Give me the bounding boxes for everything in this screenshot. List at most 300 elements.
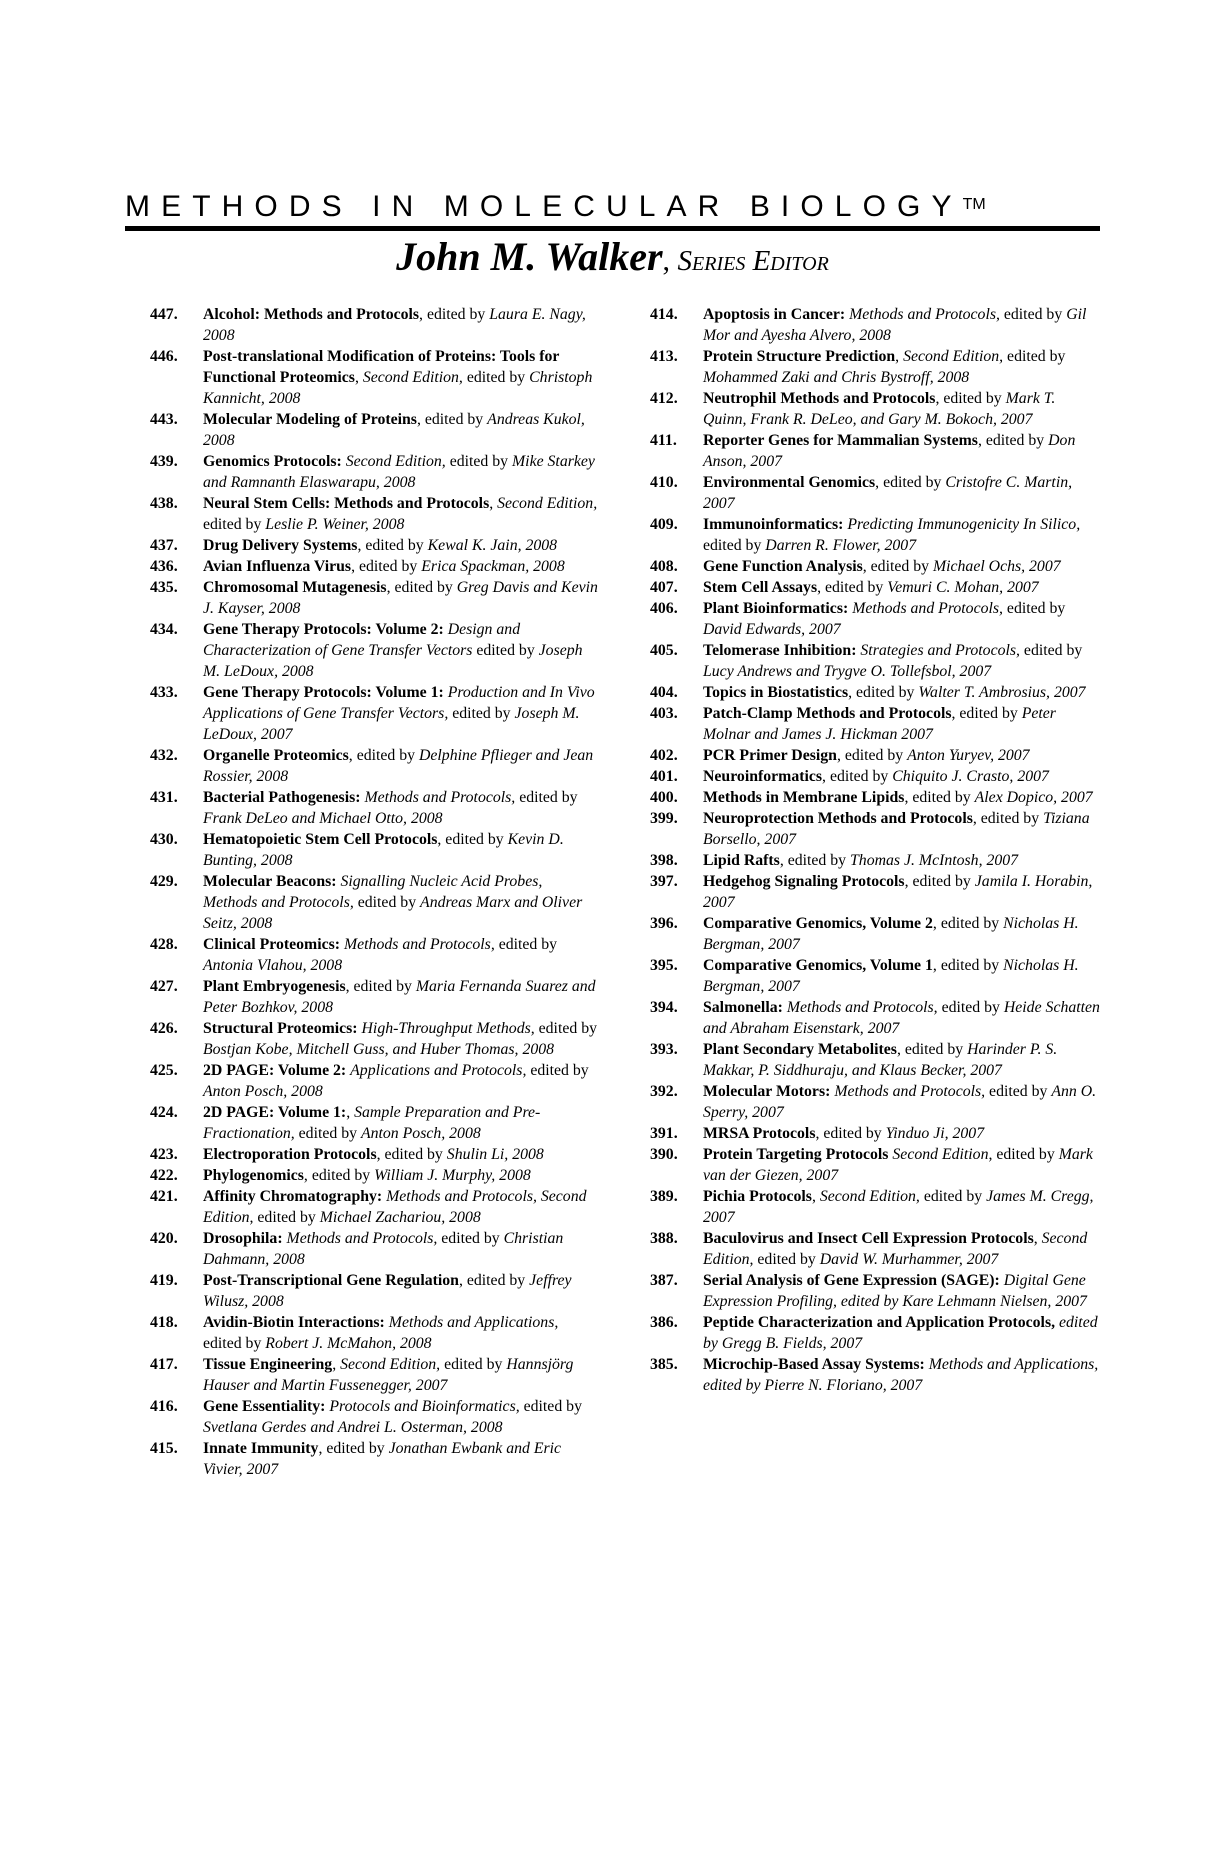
- editor-role: Series Editor: [677, 245, 829, 277]
- book-title: Plant Secondary Metabolites: [703, 1041, 897, 1058]
- book-text: edited by: [440, 1356, 507, 1373]
- book-title: Phylogenomics: [203, 1167, 304, 1184]
- book-detail: Thomas J. McIntosh, 2007: [850, 852, 1019, 869]
- book-text: , edited by: [817, 579, 888, 596]
- volume-number: 408.: [650, 558, 678, 575]
- book-title: Gene Function Analysis: [703, 558, 863, 575]
- book-entry: [150, 1144, 600, 1165]
- volume-number: 396.: [650, 915, 678, 932]
- book-entry: [150, 1270, 600, 1312]
- book-detail: Don Anson, 2007: [703, 432, 1076, 470]
- book-detail: Gil Mor and Ayesha Alvero, 2008: [703, 306, 1087, 344]
- book-entry: [650, 1186, 1100, 1228]
- volume-number: 385.: [650, 1356, 678, 1373]
- book-entry: [150, 451, 600, 493]
- volume-number: 386.: [650, 1314, 678, 1331]
- book-detail: Mark T. Quinn, Frank R. DeLeo, and Gary M. Bokoch, 2007: [703, 390, 1056, 428]
- volume-number: 411.: [650, 432, 677, 449]
- book-detail: Mark van der Giezen, 2007: [703, 1146, 1093, 1184]
- book-title: Comparative Genomics, Volume 1: [703, 957, 933, 974]
- book-detail: Andreas Marx and Oliver Seitz, 2008: [203, 894, 583, 932]
- book-entry: [650, 745, 1100, 766]
- book-detail: Walter T. Ambrosius, 2007: [918, 684, 1086, 701]
- book-text: edited by: [353, 894, 421, 911]
- book-title: Plant Bioinformatics:: [703, 600, 849, 617]
- book-text: edited by: [203, 1335, 266, 1352]
- book-detail: Methods and Protocols, Second Edition,: [203, 1188, 587, 1226]
- book-entry: [650, 472, 1100, 514]
- book-detail: edited by Gregg B. Fields, 2007: [703, 1314, 1098, 1352]
- volume-number: 418.: [150, 1314, 178, 1331]
- book-text: edited by: [937, 999, 1004, 1016]
- book-text: , edited by: [951, 705, 1022, 722]
- book-entry: [650, 871, 1100, 913]
- book-title: Avidin-Biotin Interactions:: [203, 1314, 385, 1331]
- book-title: Drosophila:: [203, 1230, 283, 1247]
- book-text: ,: [346, 1104, 355, 1121]
- book-entry: [650, 556, 1100, 577]
- book-text: , edited by: [935, 390, 1006, 407]
- book-detail: Andreas Kukol, 2008: [203, 411, 585, 449]
- book-entry: [150, 409, 600, 451]
- book-entry: [150, 871, 600, 934]
- book-title: Hedgehog Signaling Protocols: [703, 873, 905, 890]
- volume-number: 420.: [150, 1230, 178, 1247]
- book-text: , edited by: [932, 957, 1004, 974]
- book-title: Baculovirus and Insect Cell Expression Protocols: [703, 1230, 1034, 1247]
- volume-number: 414.: [650, 306, 678, 323]
- book-detail: Michael Zachariou, 2008: [319, 1209, 481, 1226]
- book-title: Pichia Protocols: [703, 1188, 812, 1205]
- book-detail: Leslie P. Weiner, 2008: [265, 516, 405, 533]
- book-detail: Second Edition,: [703, 1230, 1088, 1268]
- book-detail: Methods and Protocols,: [364, 789, 516, 806]
- book-text: , edited by: [972, 810, 1044, 827]
- book-detail: Digital Gene Expression Profiling, edited by Kare Lehmann Nielsen, 2007: [703, 1272, 1087, 1310]
- volume-number: 423.: [150, 1146, 178, 1163]
- volume-number: 409.: [650, 516, 678, 533]
- book-entry: [150, 1060, 600, 1102]
- book-text: edited by: [919, 1188, 987, 1205]
- volume-number: 443.: [150, 411, 178, 428]
- book-entry: [150, 682, 600, 745]
- book-detail: Tiziana Borsello, 2007: [703, 810, 1090, 848]
- volume-number: 389.: [650, 1188, 678, 1205]
- volume-number: 429.: [150, 873, 178, 890]
- book-text: , edited by: [977, 432, 1049, 449]
- volume-number: 388.: [650, 1230, 678, 1247]
- book-entry: [650, 346, 1100, 388]
- book-detail: Bostjan Kobe, Mitchell Guss, and Huber Thomas, 2008: [203, 1041, 555, 1058]
- book-text: , edited by: [896, 1041, 968, 1058]
- book-title: Drug Delivery Systems: [203, 537, 358, 554]
- book-text: edited by: [1002, 600, 1066, 617]
- volume-number: 398.: [650, 852, 678, 869]
- book-detail: Darren R. Flower, 2007: [765, 537, 917, 554]
- book-text: , edited by: [345, 978, 416, 995]
- book-title: Clinical Proteomics:: [203, 936, 341, 953]
- book-title: Protein Structure Prediction: [703, 348, 896, 365]
- series-editor: [125, 232, 1100, 286]
- book-text: edited by: [985, 1083, 1052, 1100]
- book-title: 2D PAGE: Volume 1:: [203, 1104, 347, 1121]
- book-detail: Methods and Protocols,: [786, 999, 938, 1016]
- book-detail: Methods and Applications,: [388, 1314, 559, 1331]
- book-entry: [650, 1354, 1100, 1396]
- book-detail: Alex Dopico, 2007: [974, 789, 1093, 806]
- book-entry: [150, 1312, 600, 1354]
- volume-number: 427.: [150, 978, 178, 995]
- book-detail: Hannsjörg Hauser and Martin Fussenegger, 2007: [203, 1356, 574, 1394]
- book-detail: Methods and Protocols,: [834, 1083, 986, 1100]
- book-text: , edited by: [815, 1125, 886, 1142]
- book-text: edited by: [448, 705, 515, 722]
- book-text: edited by: [1019, 642, 1083, 659]
- volume-number: 397.: [650, 873, 678, 890]
- book-text: , edited by: [348, 747, 419, 764]
- book-title: Salmonella:: [703, 999, 783, 1016]
- volume-number: 430.: [150, 831, 178, 848]
- book-title: Neuroinformatics: [703, 768, 823, 785]
- book-detail: Applications and Protocols,: [350, 1062, 527, 1079]
- book-entry: [150, 1102, 600, 1144]
- book-text: edited by: [992, 1146, 1059, 1163]
- book-entry: [150, 1165, 600, 1186]
- book-title: Methods in Membrane Lipids: [703, 789, 905, 806]
- volume-number: 428.: [150, 936, 178, 953]
- book-entry: [150, 1186, 600, 1228]
- book-title: Telomerase Inhibition:: [703, 642, 857, 659]
- volume-number: 395.: [650, 957, 678, 974]
- book-detail: Nicholas H. Bergman, 2007: [703, 957, 1079, 995]
- book-text: ,: [811, 1188, 820, 1205]
- book-entry: [650, 1039, 1100, 1081]
- series-title-text: METHODS IN MOLECULAR BIOLOGY: [125, 190, 963, 223]
- book-detail: Joseph M. LeDoux, 2008: [203, 642, 583, 680]
- book-text: edited by: [999, 306, 1067, 323]
- book-title: Genomics Protocols:: [203, 453, 342, 470]
- book-text: , edited by: [318, 1440, 389, 1457]
- book-title: Protein Targeting Protocols: [703, 1146, 889, 1163]
- book-entry: [650, 997, 1100, 1039]
- book-detail: Signalling Nucleic Acid Probes, Methods and Protocols,: [203, 873, 543, 911]
- book-entry: [650, 1081, 1100, 1123]
- volume-number: 426.: [150, 1020, 178, 1037]
- book-text: edited by: [753, 1251, 820, 1268]
- book-entry: [150, 1228, 600, 1270]
- book-text: , edited by: [779, 852, 851, 869]
- book-text: , edited by: [822, 768, 893, 785]
- editor-name: John M. Walker: [396, 234, 663, 279]
- volume-number: 400.: [650, 789, 678, 806]
- book-entry: [150, 829, 600, 871]
- book-detail: Anton Posch, 2008: [203, 1083, 323, 1100]
- book-detail: Frank DeLeo and Michael Otto, 2008: [203, 810, 443, 827]
- book-entry: [650, 388, 1100, 430]
- book-title: Peptide Characterization and Application Protocols,: [703, 1314, 1056, 1331]
- book-entry: [150, 493, 600, 535]
- book-title: Comparative Genomics, Volume 2: [703, 915, 933, 932]
- book-title: Reporter Genes for Mammalian Systems: [703, 432, 978, 449]
- book-title: Gene Therapy Protocols: Volume 1:: [203, 684, 444, 701]
- volume-number: 435.: [150, 579, 178, 596]
- book-entry: [650, 514, 1100, 556]
- book-detail: William J. Murphy, 2008: [374, 1167, 531, 1184]
- book-detail: Maria Fernanda Suarez and Peter Bozhkov, 2008: [203, 978, 596, 1016]
- book-detail: Robert J. McMahon, 2008: [265, 1335, 432, 1352]
- volume-number: 387.: [650, 1272, 678, 1289]
- book-title: Patch-Clamp Methods and Protocols: [703, 705, 952, 722]
- volume-number: 392.: [650, 1083, 678, 1100]
- book-entry: [650, 1228, 1100, 1270]
- book-detail: Erica Spackman, 2008: [421, 558, 565, 575]
- book-text: edited by: [437, 1230, 504, 1247]
- book-text: edited by: [526, 1062, 589, 1079]
- book-text: , edited by: [836, 747, 908, 764]
- book-detail: Peter Molnar and James J. Hickman 2007: [703, 705, 1056, 743]
- book-entry: [150, 1396, 600, 1438]
- book-text: edited by: [534, 1020, 597, 1037]
- book-entry: [650, 598, 1100, 640]
- book-entry: [150, 1354, 600, 1396]
- book-detail: Jamila I. Horabin, 2007: [703, 873, 1093, 911]
- book-detail: Laura E. Nagy, 2008: [203, 306, 586, 344]
- book-entry: [150, 934, 600, 976]
- book-text: , edited by: [904, 873, 975, 890]
- book-detail: Sample Preparation and Pre-Fractionation,: [203, 1104, 541, 1142]
- book-detail: Chiquito J. Crasto, 2007: [892, 768, 1049, 785]
- volume-number: 401.: [650, 768, 678, 785]
- book-text: edited by: [294, 1125, 361, 1142]
- book-detail: Christian Dahmann, 2008: [203, 1230, 564, 1268]
- book-title: Stem Cell Assays: [703, 579, 818, 596]
- volume-number: 419.: [150, 1272, 178, 1289]
- book-entry: [650, 955, 1100, 997]
- volume-number: 424.: [150, 1104, 178, 1121]
- book-text: , edited by: [848, 684, 919, 701]
- book-text: ,: [354, 369, 363, 386]
- book-detail: Antonia Vlahou, 2008: [203, 957, 343, 974]
- book-entry: [650, 766, 1100, 787]
- book-text: ,: [895, 348, 904, 365]
- volume-number: 416.: [150, 1398, 178, 1415]
- book-detail: Methods and Applications, edited by Pierre N. Floriano, 2007: [703, 1356, 1099, 1394]
- book-detail: David Edwards, 2007: [703, 621, 841, 638]
- book-detail: Kevin D. Bunting, 2008: [203, 831, 564, 869]
- book-text: ,: [489, 495, 498, 512]
- book-entry: [650, 1312, 1100, 1354]
- book-detail: Joseph M. LeDoux, 2007: [203, 705, 580, 743]
- book-text: , edited by: [458, 1272, 530, 1289]
- book-detail: Delphine Pflieger and Jean Rossier, 2008: [203, 747, 594, 785]
- book-title: Alcohol: Methods and Protocols: [203, 306, 420, 323]
- book-text: edited by: [445, 453, 513, 470]
- book-text: , edited by: [904, 789, 975, 806]
- book-detail: Svetlana Gerdes and Andrei L. Osterman, 2008: [203, 1419, 503, 1436]
- book-detail: Nicholas H. Bergman, 2007: [703, 915, 1079, 953]
- volume-number: 412.: [650, 390, 678, 407]
- book-title: MRSA Protocols: [703, 1125, 816, 1142]
- book-title: Topics in Biostatistics: [703, 684, 849, 701]
- book-title: Electroporation Protocols: [203, 1146, 377, 1163]
- volume-number: 446.: [150, 348, 178, 365]
- book-detail: Vemuri C. Mohan, 2007: [887, 579, 1039, 596]
- book-text: , edited by: [357, 537, 428, 554]
- book-title: 2D PAGE: Volume 2:: [203, 1062, 347, 1079]
- volume-number: 407.: [650, 579, 678, 596]
- book-title: Innate Immunity: [203, 1440, 319, 1457]
- book-text: edited by: [1003, 348, 1066, 365]
- trademark-mark: TM: [962, 196, 986, 213]
- book-text: edited by: [494, 936, 558, 953]
- volume-number: 421.: [150, 1188, 178, 1205]
- book-detail: Design and Characterization of Gene Transfer Vectors: [203, 621, 521, 659]
- volume-number: 415.: [150, 1440, 178, 1457]
- book-detail: Greg Davis and Kevin J. Kayser, 2008: [203, 579, 598, 617]
- book-detail: Second Edition,: [345, 453, 446, 470]
- book-title: Bacterial Pathogenesis:: [203, 789, 361, 806]
- book-text: , edited by: [351, 558, 422, 575]
- book-detail: Methods and Protocols,: [343, 936, 495, 953]
- book-entry: [650, 430, 1100, 472]
- book-text: edited by: [472, 642, 539, 659]
- book-detail: Methods and Protocols,: [286, 1230, 438, 1247]
- book-text: ,: [1033, 1230, 1042, 1247]
- book-entry: [650, 1270, 1100, 1312]
- right-column: [650, 304, 1100, 1396]
- book-text: ,: [332, 1356, 341, 1373]
- book-entry: [150, 577, 600, 619]
- volume-number: 390.: [650, 1146, 678, 1163]
- volume-number: 404.: [650, 684, 678, 701]
- book-entry: [650, 640, 1100, 682]
- volume-number: 422.: [150, 1167, 178, 1184]
- book-detail: David W. Murhammer, 2007: [819, 1251, 999, 1268]
- book-title: Apoptosis in Cancer:: [703, 306, 846, 323]
- book-title: Neutrophil Methods and Protocols: [703, 390, 936, 407]
- book-title: Neuroprotection Methods and Protocols: [703, 810, 973, 827]
- book-entry: [650, 304, 1100, 346]
- book-text: edited by: [519, 1398, 582, 1415]
- book-text: edited by: [515, 789, 578, 806]
- volume-number: 447.: [150, 306, 178, 323]
- book-title: Structural Proteomics:: [203, 1020, 358, 1037]
- book-detail: Jeffrey Wilusz, 2008: [203, 1272, 572, 1310]
- book-title: Microchip-Based Assay Systems:: [703, 1356, 925, 1373]
- book-entry: [650, 682, 1100, 703]
- book-detail: Christoph Kannicht, 2008: [203, 369, 593, 407]
- book-title: Neural Stem Cells: Methods and Protocols: [203, 495, 490, 512]
- book-entry: [150, 346, 600, 409]
- volume-number: 413.: [650, 348, 678, 365]
- book-detail: High-Throughput Methods,: [361, 1020, 535, 1037]
- book-entry: [150, 787, 600, 829]
- editor-separator: ,: [662, 244, 678, 277]
- book-text: , edited by: [875, 474, 946, 491]
- book-entry: [150, 304, 600, 346]
- book-title: Immunoinformatics:: [703, 516, 844, 533]
- book-title: Tissue Engineering: [203, 1356, 333, 1373]
- book-detail: Methods and Protocols,: [849, 306, 1000, 323]
- book-entry: [150, 745, 600, 787]
- book-entry: [150, 556, 600, 577]
- book-detail: Kewal K. Jain, 2008: [427, 537, 558, 554]
- book-title: Molecular Motors:: [703, 1083, 831, 1100]
- volume-number: 437.: [150, 537, 178, 554]
- volume-number: 436.: [150, 558, 178, 575]
- book-detail: James M. Cregg, 2007: [703, 1188, 1094, 1226]
- book-detail: Anton Posch, 2008: [360, 1125, 481, 1142]
- volume-number: 402.: [650, 747, 678, 764]
- volume-number: 434.: [150, 621, 178, 638]
- book-detail: Shulin Li, 2008: [446, 1146, 544, 1163]
- book-text: , edited by: [437, 831, 508, 848]
- book-detail: Harinder P. S. Makkar, P. Siddhuraju, and Klaus Becker, 2007: [703, 1041, 1058, 1079]
- book-detail: Ann O. Sperry, 2007: [703, 1083, 1097, 1121]
- book-entry: [150, 535, 600, 556]
- book-text: edited by: [462, 369, 530, 386]
- book-entry: [150, 1018, 600, 1060]
- book-title: Molecular Modeling of Proteins: [203, 411, 417, 428]
- book-entry: [150, 1438, 600, 1480]
- volume-number: 394.: [650, 999, 678, 1016]
- book-title: Molecular Beacons:: [203, 873, 337, 890]
- book-text: edited by: [703, 537, 766, 554]
- book-detail: Heide Schatten and Abraham Eisenstark, 2007: [703, 999, 1100, 1037]
- left-column: [150, 304, 600, 1480]
- book-text: edited by: [253, 1209, 320, 1226]
- volume-number: 439.: [150, 453, 178, 470]
- book-title: Lipid Rafts: [703, 852, 780, 869]
- book-detail: Yinduo Ji, 2007: [885, 1125, 985, 1142]
- book-title: Affinity Chromatography:: [203, 1188, 383, 1205]
- book-text: , edited by: [386, 579, 457, 596]
- book-text: , edited by: [376, 1146, 447, 1163]
- volume-number: 391.: [650, 1125, 678, 1142]
- book-detail: Cristofre C. Martin, 2007: [703, 474, 1073, 512]
- book-detail: Michael Ochs, 2007: [932, 558, 1061, 575]
- book-title: Gene Essentiality:: [203, 1398, 326, 1415]
- book-title: Serial Analysis of Gene Expression (SAGE):: [703, 1272, 1000, 1289]
- book-detail: Production and In Vivo Applications of Gene Transfer Vectors,: [203, 684, 595, 722]
- book-text: , edited by: [416, 411, 488, 428]
- book-detail: Protocols and Bioinformatics,: [329, 1398, 520, 1415]
- book-detail: Methods and Protocols,: [852, 600, 1003, 617]
- book-title: Hematopoietic Stem Cell Protocols: [203, 831, 438, 848]
- volume-number: 406.: [650, 600, 678, 617]
- volume-number: 433.: [150, 684, 178, 701]
- volume-number: 405.: [650, 642, 678, 659]
- book-title: Post-translational Modification of Proteins: Tools for Functional Proteomics: [203, 348, 560, 386]
- book-entry: [650, 1144, 1100, 1186]
- book-entry: [650, 850, 1100, 871]
- book-detail: Mike Starkey and Ramnanth Elaswarapu, 2008: [203, 453, 595, 491]
- book-title: Post-Transcriptional Gene Regulation: [203, 1272, 459, 1289]
- book-entry: [650, 703, 1100, 745]
- book-text: , edited by: [932, 915, 1004, 932]
- book-entry: [150, 976, 600, 1018]
- book-title: Avian Influenza Virus: [203, 558, 352, 575]
- series-title: [125, 190, 1100, 224]
- volume-number: 425.: [150, 1062, 178, 1079]
- book-title: Chromosomal Mutagenesis: [203, 579, 387, 596]
- book-entry: [650, 577, 1100, 598]
- book-detail: Second Edition,: [362, 369, 463, 386]
- book-detail: Lucy Andrews and Trygve O. Tollefsbol, 2007: [703, 663, 992, 680]
- book-text: , edited by: [419, 306, 490, 323]
- book-detail: Jonathan Ewbank and Eric Vivier, 2007: [203, 1440, 562, 1478]
- book-detail: Strategies and Protocols,: [860, 642, 1020, 659]
